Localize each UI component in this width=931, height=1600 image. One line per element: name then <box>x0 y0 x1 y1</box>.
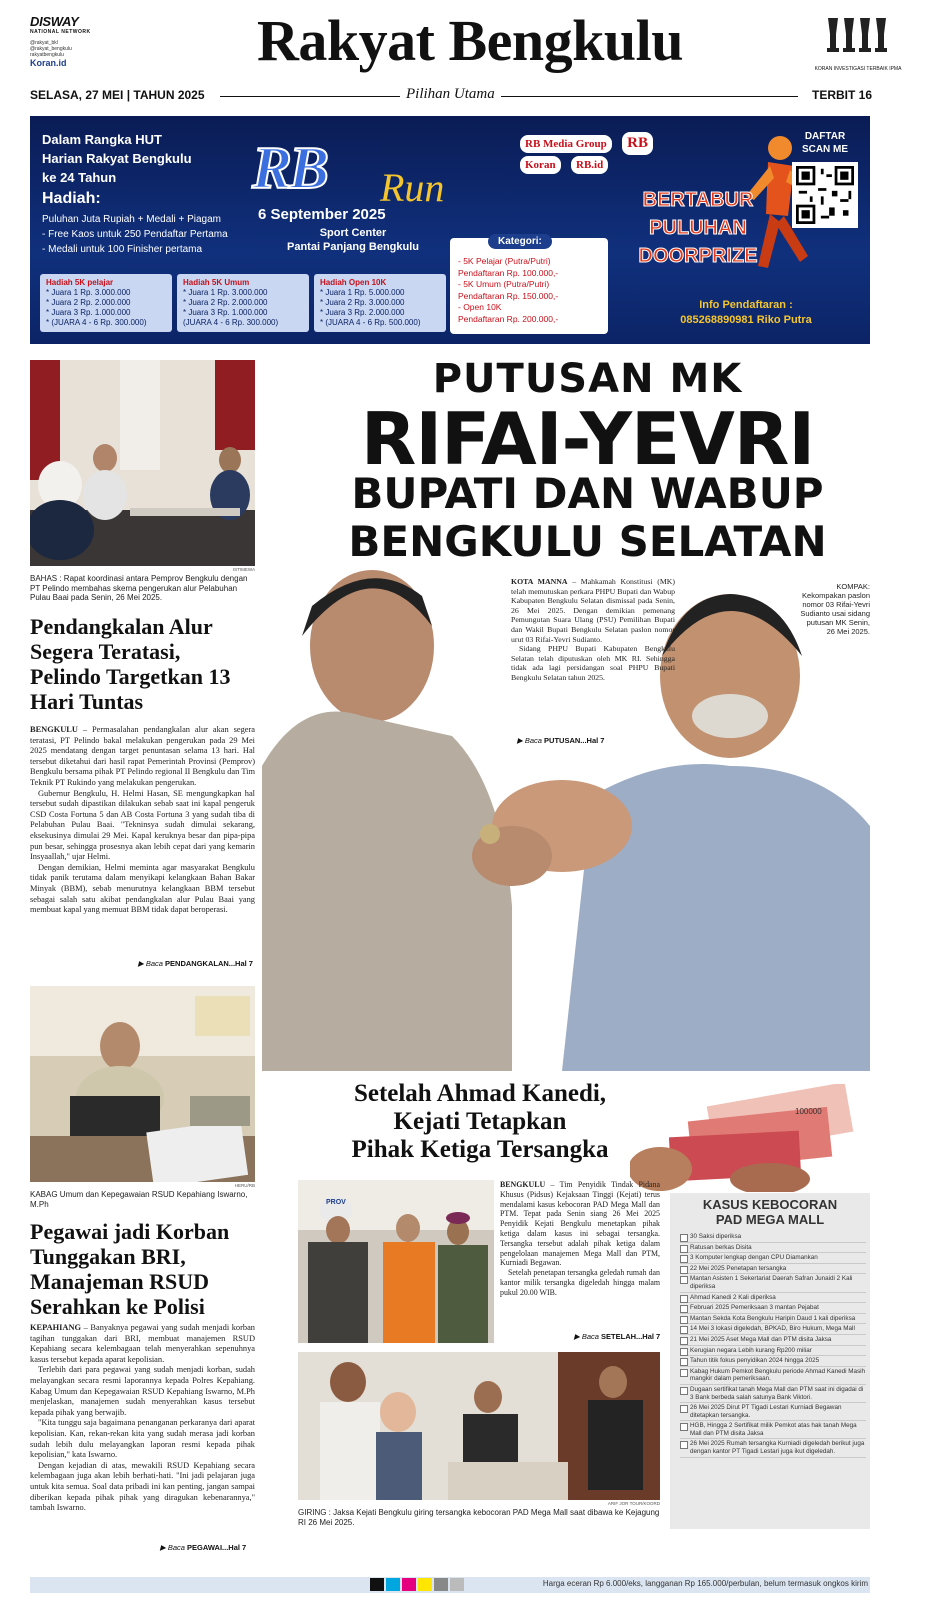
prov-badge: PROV <box>326 1199 346 1206</box>
registration-info: Info Pendaftaran : 085268890981 Riko Putra <box>680 299 812 326</box>
doorprize-text: BERTABUR PULUHAN DOORPRIZE <box>638 189 758 267</box>
kasus-item: 21 Mei 2025 Aset Mega Mall dan PTM disita Jaksa <box>680 1335 866 1346</box>
koran-logo-ad: Koran <box>520 156 561 174</box>
photo-caption: GIRING : Jaksa Kejati Bengkulu giring tersangka kebocoran PAD Mega Mall saat dibawa ke Kejagung RI 26 Mei 2025. <box>298 1508 660 1527</box>
price-line: Harga eceran Rp 6.000/eks, langganan Rp 165.000/perbulan, belum termasuk ongkos kirim <box>542 1579 868 1588</box>
kasus-item: Mantan Sekda Kota Bengkulu Haripin Daud 1 kali diperiksa <box>680 1314 866 1325</box>
meeting-photo <box>30 360 255 566</box>
prize-box-pelajar: Hadiah 5K pelajar * Juara 1 Rp. 3.000.000 * Juara 2 Rp. 2.000.000 * Juara 3 Rp. 1.000.000 * (JUARA 4 - 6 Rp. 300.000) <box>40 274 172 332</box>
photo-credit: HERU/RB <box>234 1183 255 1188</box>
ad-hut-text: Dalam Rangka HUT Harian Rakyat Bengkulu ke 24 Tahun <box>42 132 192 185</box>
section-label: Pilihan Utama <box>400 86 501 103</box>
color-swatch <box>418 1578 432 1591</box>
photo-credit: ARIF JOR TOUR/KOORD <box>607 1501 660 1506</box>
kasus-item: Mantan Asisten 1 Sekertariat Daerah Safran Junaidi 2 Kali diperiksa <box>680 1274 866 1292</box>
kasus-item: 26 Mei 2025 Dirut PT Tigadi Lestari Kurniadi Begawan ditetapkan tersangka. <box>680 1403 866 1421</box>
color-swatch <box>450 1578 464 1591</box>
kategori-title: Kategori: <box>488 234 552 249</box>
continue-link[interactable]: ▶ Baca PUTUSAN...Hal 7 <box>517 736 605 745</box>
color-swatch <box>386 1578 400 1591</box>
kasus-item: 26 Mei 2025 Rumah tersangka Kurniadi digeledah berikut juga dengan kantor PT Tigadi Lestari juga ikut digeledah. <box>680 1439 866 1457</box>
kategori-box: - 5K Pelajar (Putra/Putri) Pendaftaran Rp. 100.000,- - 5K Umum (Putra/Putri) Pendaftaran Rp. 150.000,- - Open 10K Pendaftaran Rp. 200.000,- <box>450 238 608 334</box>
kasus-item: Kabag Hukum Pemkot Bengkulu periode Ahmad Kanedi Masih mangkir dalam pemeriksaan. <box>680 1367 866 1385</box>
ad-venue: Sport Center Pantai Panjang Bengkulu <box>286 227 420 253</box>
ad-hadiah-list: Puluhan Juta Rupiah + Medali + Piagam - Free Kaos untuk 250 Pendaftar Pertama - Medali untuk 100 Finisher pertama <box>42 214 228 255</box>
kasus-item: Kerugian negara Lebih kurang Rp200 miliar <box>680 1346 866 1357</box>
social-handle: @rakyat_bkl <box>30 40 58 46</box>
money-illustration <box>630 1084 870 1192</box>
story-dateline: KOTA MANNA <box>511 577 568 586</box>
rsud-official-photo <box>30 986 255 1182</box>
main-subheadline: BUPATI DAN WABUP <box>351 469 824 518</box>
rb-run-advertisement[interactable] <box>30 116 870 344</box>
rb-media-logo: RB Media Group <box>520 135 612 153</box>
social-handle: @rakyat_bengkulu <box>30 46 72 52</box>
social-handles <box>30 40 72 58</box>
main-subheadline-2: BENGKULU SELATAN <box>348 517 827 566</box>
photo-caption: KABAG Umum dan Kepegawaian RSUD Kepahiang Iswarno, M.Ph <box>30 1190 248 1209</box>
kasus-item: Dugaan sertifikat tanah Mega Mall dan PTM saat ini digadai di 3 Bank berbeda salah satunya Bank Viktori. <box>680 1385 866 1403</box>
story-dateline: BENGKULU <box>500 1180 546 1189</box>
color-swatch <box>370 1578 384 1591</box>
trophy-icon <box>822 14 892 66</box>
suspect-escort-photo <box>298 1180 494 1343</box>
disway-logo: DISWAY NATIONAL NETWORK <box>30 14 91 35</box>
kasus-item: 22 Mei 2025 Penetapan tersangka <box>680 1264 866 1275</box>
kasus-item: Tahun titik fokus penyidikan 2024 hingga 2025 <box>680 1356 866 1367</box>
ad-hadiah-title: Hadiah: <box>42 190 101 207</box>
photo-caption: KOMPAK: Kekompakan paslon nomor 03 Rifai-Yevri Sudianto usai sidang putusan MK Senin, 26 Mei 2025. <box>800 582 870 636</box>
story-body: BENGKULU – Tim Penyidik Tindak Pidana Khusus (Pidsus) Kejaksaan Tinggi (Kejati) terus mendalami kasus kebocoran PAD Mega Mall dan PTM. Tepat pada Senin siang 26 Mei 2025 Penyidik Kejati Bengkulu menetapkan pihak ketiga dalam kasus ini sebagai tersangka. Tersangka tersebut adalah pihak ketiga dalam pengelolaan manajemen Mega Mall dan PTM, Kurniadi Begawan. Setelah penetapan tersangka geledah rumah dan kantor milik tersangka digeledah hingga malam pukul 20.00 WIB. <box>500 1180 660 1297</box>
kasus-item: Ratusan berkas Disita <box>680 1243 866 1254</box>
social-handle: rakyatbengkulu <box>30 52 64 58</box>
rb-run-logo: RB <box>252 135 327 201</box>
rbid-logo: RB.id <box>571 156 608 174</box>
color-swatch <box>402 1578 416 1591</box>
kasus-item: 30 Saksi diperiksa <box>680 1232 866 1243</box>
masthead-rule <box>220 96 798 97</box>
story-headline[interactable]: Pendangkalan Alur Segera Teratasi, Pelindo Targetkan 13 Hari Tuntas <box>30 614 231 714</box>
kasus-item: Februari 2025 Pemeriksaan 3 mantan Pejabat <box>680 1303 866 1314</box>
scan-label: DAFTAR SCAN ME <box>801 131 849 155</box>
story-dateline: KEPAHIANG <box>30 1323 82 1332</box>
continue-link[interactable]: ▶ Baca PEGAWAI...Hal 7 <box>160 1543 247 1552</box>
ad-event-date: 6 September 2025 <box>258 206 386 223</box>
kasus-title: KASUS KEBOCORAN PAD MEGA MALL <box>702 1197 838 1227</box>
search-operation-photo <box>298 1352 660 1500</box>
qr-code-icon[interactable] <box>792 162 858 228</box>
continue-link[interactable]: ▶ Baca PENDANGKALAN...Hal 7 <box>138 959 253 968</box>
main-kicker: PUTUSAN MK <box>432 356 743 402</box>
main-headline[interactable]: RIFAI-YEVRI <box>360 397 815 481</box>
edition-label: TERBIT 16 <box>806 88 872 102</box>
kasus-item: HGB, Hingga 2 Sertifikat milik Pemkot atas hak tanah Mega Mall dan PTM disita Jaksa <box>680 1421 866 1439</box>
story-dateline: BENGKULU <box>30 725 78 734</box>
award-label: KORAN INVESTIGASI TERBAIK IPMA <box>814 66 902 72</box>
kasus-item: 3 Komputer lengkap dengan CPU Diamankan <box>680 1253 866 1264</box>
newspaper-title: Rakyat Bengkulu <box>256 8 684 73</box>
story-body: KEPAHIANG – Banyaknya pegawai yang sudah menjadi korban tagihan tunggakan dari BRI, membuat manajemen RSUD Kepahiang secara kelembagaan telah menyerahkan sepenuhnya kasus tersebut kepada aparat kepolisian. Terlebih dari para pegawai yang sudah menjadi korban, sudah melayangkan secara resmi laporannya kepada Polres Kepahiang. Kabag Umum dan Kepegawaian RSUD Kepahiang Iswarno, M.Ph menjelaskan, manajemen sudah menyerahkan kasus tersebut kepada pihak yang berwajib. "Kita tunggu saja bagaimana penanganan perkaranya dari aparat kepolisian. Kan, rekan-rekan kita yang sudah merasa jadi korban sudah lebih dulu melayangkan laporan resmi kepada pihak kepolisian," kata Iswarno. Dengan kejadian di atas, mewakili RSUD Kepahiang secara kelembagaan juga akan lebih berhati-hati. "Ini jadi pelajaran juga untuk kita semua. Soal data pribadi ini kan penting, jangan sampai diberikan kepada pihak pihak yang diragukan kebenarannya," tambah Iswarno. <box>30 1323 255 1513</box>
money-label: 100000 <box>795 1107 822 1116</box>
story-headline[interactable]: Setelah Ahmad Kanedi, Kejati Tetapkan Pihak Ketiga Tersangka <box>351 1080 609 1163</box>
rb-run-logo-script: Run <box>380 165 445 210</box>
prize-box-umum: Hadiah 5K Umum * Juara 1 Rp. 3.000.000 * Juara 2 Rp. 2.000.000 * Juara 3 Rp. 1.000.000 (JUARA 4 - 6 Rp. 300.000) <box>177 274 309 332</box>
photo-caption: BAHAS : Rapat koordinasi antara Pemprov Bengkulu dengan PT Pelindo membahas skema pengerukan alur Pelabuhan Pulau Baai pada Senin, 26 Mei 2025. <box>30 574 248 602</box>
rb-logo: RB <box>622 132 653 155</box>
prize-box-10k: Hadiah Open 10K * Juara 1 Rp. 5.000.000 * Juara 2 Rp. 3.000.000 * Juara 3 Rp. 2.000.000 * (JUARA 4 - 6 Rp. 500.000) <box>314 274 446 332</box>
kasus-item: Ahmad Kanedi 2 Kali diperiksa <box>680 1293 866 1304</box>
continue-link[interactable]: ▶ Baca SETELAH...Hal 7 <box>574 1332 661 1341</box>
photo-credit: ISTIMEWA <box>232 567 255 572</box>
kasus-item: 14 Mei 3 lokasi digeledah, BPKAD, Biro Hukum, Mega Mall <box>680 1324 866 1335</box>
story-headline[interactable]: Pegawai jadi Korban Tunggakan BRI, Manajeman RSUD Serahkan ke Polisi <box>30 1219 230 1319</box>
koran-logo: Koran.id <box>30 58 67 68</box>
sponsor-logos <box>520 132 700 178</box>
issue-date: SELASA, 27 MEI | TAHUN 2025 <box>30 88 211 102</box>
story-body: BENGKULU – Permasalahan pendangkalan alur akan segera teratasi, PT Pelindo bakal melakukan pengerukan pada 29 Mei 2025 mendatang dengan target penuntasan selama 13 hari. Hal tersebut diketahui dari hasil rapat Pemerintah Provinsi (Pemprov) Bengkulu bersama pihak PT Pelindo regional II Bengkulu dan Tim Teknik PT Rukindo yang melakukan pengerukan. Gubernur Bengkulu, H. Helmi Hasan, SE mengungkapkan hal tersebut sudah dipastikan dilakukan sebab saat ini kapal pengeruk CSD Costa Fortuna 5 dan AB Costa Fortuna 3 yang sudah tiba di Pelabuhan Pulau Baai. "Tekninsya sudah dimulai sekarang, eksekusinya dimulai 29 Mei. Kapal keruknya besar dan pipa-pipa pun besar, sehingga prosesnya akan lebih cepat dari yang kemarin Insyaallah," ujar Helmi. Dengan demikian, Helmi meminta agar masyarakat Bengkulu tidak panik terutama dalam menyikapi kelangkaan Bahan Bakar Minyak (BBM), sebab menurutnya kelangkaan BBM tersebut sebagai salah satu akibat pendangkalan alur Pulau Baai yang membuat kapal yang memuat BBM tidak dapat beroperasi. <box>30 725 256 915</box>
main-story-body: KOTA MANNA – Mahkamah Konstitusi (MK) telah memutuskan perkara PHPU Bupati dan Wabup Kabupaten Bengkulu Selatan dismissal pada Senin, 26 Mei 2025. Dengan demikian pemenang Pemungutan Suara Ulang (PSU) Pemilihan Bupati dan Wakil Bupati Bengkulu Selatan paslon nomor urut 03 Rifai-Yevri Sudianto. Sidang PHPU Bupati Kabupaten Bengkulu Selatan telah diputuskan oleh MK RI. Sehingga tidak ada lagi persidangan soal PHPU Bupati Bengkulu Selatan tahun 2025. <box>511 577 675 682</box>
kasus-list <box>680 1232 866 1458</box>
color-swatch <box>434 1578 448 1591</box>
